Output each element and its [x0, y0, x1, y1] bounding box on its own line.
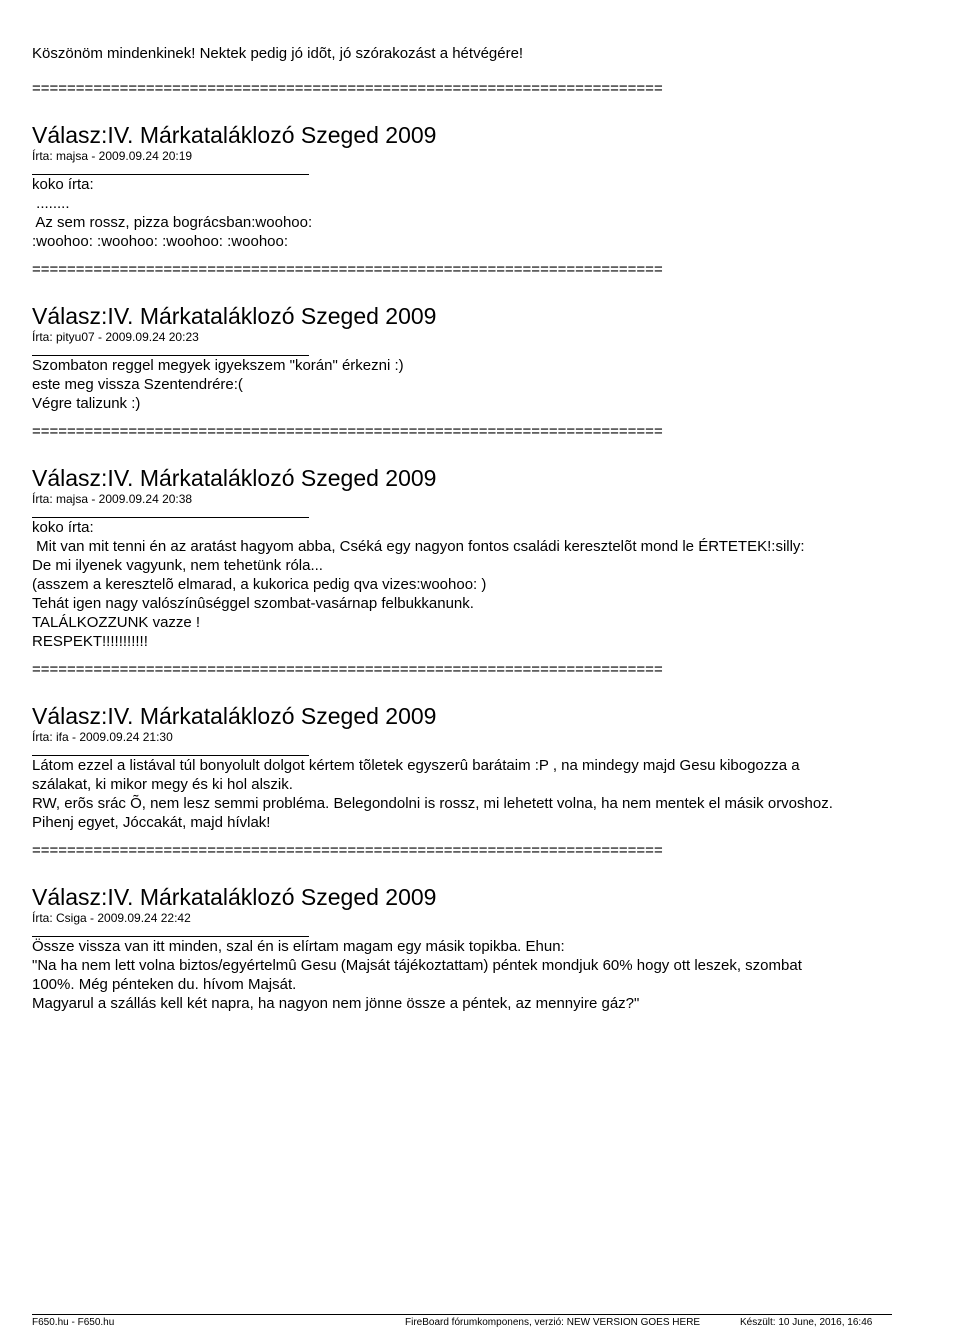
post-line: :woohoo: :woohoo: :woohoo: :woohoo:	[32, 233, 289, 250]
separator: ========================================================================	[32, 80, 663, 97]
post-title: Válasz:IV. Márkataláklozó Szeged 2009	[32, 122, 437, 148]
document-page	[32, 44, 932, 1013]
footer-created: Készült: 10 June, 2016, 16:46	[740, 1317, 873, 1328]
post-line: Össze vissza van itt minden, szal én is elírtam magam egy másik topikba. Ehun:	[32, 938, 565, 955]
post-line: Az sem rossz, pizza bográcsban:woohoo:	[32, 214, 313, 231]
post	[32, 883, 932, 1013]
post-meta: Írta: majsa - 2009.09.24 20:19	[32, 149, 193, 163]
post	[32, 302, 932, 413]
footer-site: F650.hu - F650.hu	[32, 1317, 115, 1328]
post-line: koko írta:	[32, 519, 94, 536]
post	[32, 121, 932, 251]
post-line: este meg vissza Szentendrére:(	[32, 376, 243, 393]
post-line: koko írta:	[32, 176, 94, 193]
post-meta: Írta: Csiga - 2009.09.24 22:42	[32, 911, 191, 925]
post-line: Pihenj egyet, Jóccakát, majd hívlak!	[32, 814, 271, 831]
post-line: ........	[32, 195, 70, 212]
separator: ========================================================================	[32, 661, 663, 678]
post-meta: Írta: pityu07 - 2009.09.24 20:23	[32, 330, 199, 344]
intro-text: Köszönöm mindenkinek! Nektek pedig jó idõt, jó szórakozást a hétvégére!	[32, 45, 524, 62]
post-line: (asszem a keresztelõ elmarad, a kukorica pedig qva vizes:woohoo: )	[32, 576, 487, 593]
post-line: szálakat, ki mikor megy és ki hol alszik.	[32, 776, 293, 793]
post-meta: Írta: majsa - 2009.09.24 20:38	[32, 492, 193, 506]
post-title: Válasz:IV. Márkataláklozó Szeged 2009	[32, 303, 437, 329]
separator: ========================================================================	[32, 842, 663, 859]
post-meta: Írta: ifa - 2009.09.24 21:30	[32, 730, 173, 744]
post	[32, 702, 932, 832]
post-line: Végre talizunk :)	[32, 395, 141, 412]
post-line: Látom ezzel a listával túl bonyolult dolgot kértem tõletek egyszerû barátaim :P , na mindegy majd Gesu kibogozza a	[32, 757, 800, 774]
post-line: Magyarul a szállás kell két napra, ha nagyon nem jönne össze a péntek, az mennyire gáz?"	[32, 995, 640, 1012]
post-title: Válasz:IV. Márkataláklozó Szeged 2009	[32, 884, 437, 910]
post-line: 100%. Még pénteken du. hívom Majsát.	[32, 976, 297, 993]
post-title: Válasz:IV. Márkataláklozó Szeged 2009	[32, 465, 437, 491]
separator: ========================================================================	[32, 261, 663, 278]
post-line: De mi ilyenek vagyunk, nem tehetünk róla...	[32, 557, 323, 574]
post-line: RESPEKT!!!!!!!!!!!	[32, 633, 148, 650]
post-line: Tehát igen nagy valószínûséggel szombat-vasárnap felbukkanunk.	[32, 595, 474, 612]
post	[32, 464, 932, 651]
footer-component: FireBoard fórumkomponens, verzió: NEW VERSION GOES HERE	[405, 1317, 701, 1328]
post-line: TALÁLKOZZUNK vazze !	[32, 614, 201, 631]
post-line: Mit van mit tenni én az aratást hagyom abba, Cséká egy nagyon fontos családi keresztelõt mond le ÉRTETEK!:silly:	[32, 538, 805, 555]
post-line: "Na ha nem lett volna biztos/egyértelmû Gesu (Majsát tájékoztattam) péntek mondjuk 60% hogy ott leszek, szombat	[32, 957, 802, 974]
post-title: Válasz:IV. Márkataláklozó Szeged 2009	[32, 703, 437, 729]
post-line: Szombaton reggel megyek igyekszem "korán" érkezni :)	[32, 357, 404, 374]
footer-rule	[32, 1314, 892, 1315]
post-line: RW, erõs srác Õ, nem lesz semmi probléma. Belegondolni is rossz, mi lehetett volna, ha nem mentek el másik orvoshoz.	[32, 795, 833, 812]
separator: ========================================================================	[32, 423, 663, 440]
